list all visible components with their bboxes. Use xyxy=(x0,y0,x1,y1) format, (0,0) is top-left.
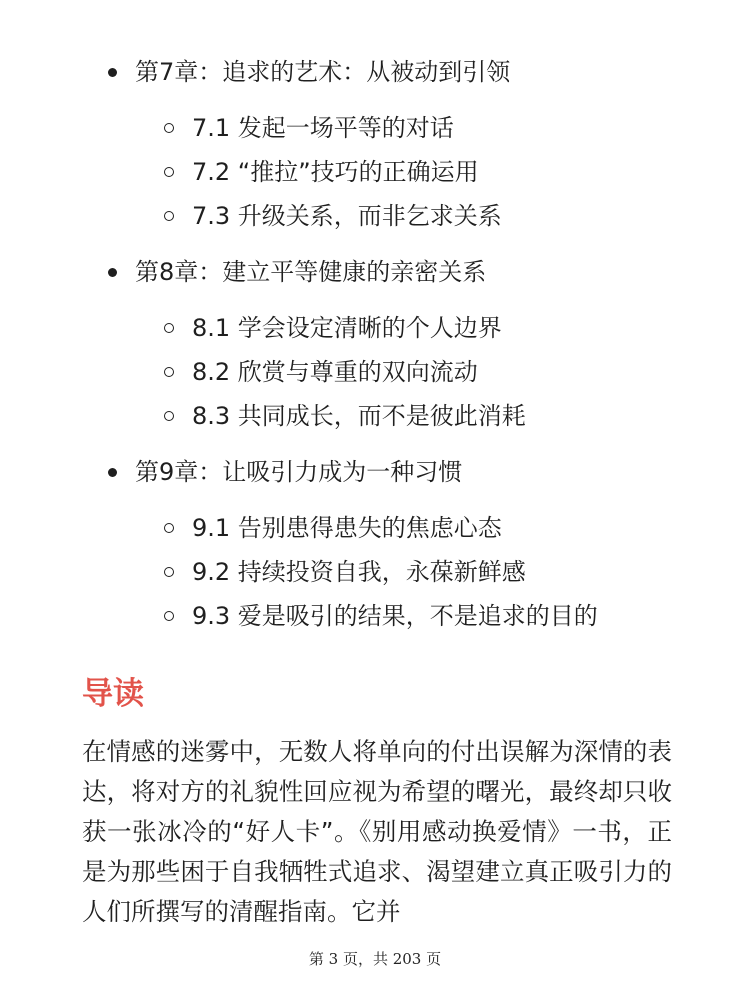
chapter-title xyxy=(108,48,708,96)
section-text: 7.1 发起一场平等的对话 xyxy=(192,114,454,142)
bullet-circle-icon xyxy=(164,167,174,177)
page-number: 第 3 页，共 203 页 xyxy=(308,950,442,968)
bullet-disc-icon xyxy=(108,68,117,77)
section-text: 8.2 欣赏与尊重的双向流动 xyxy=(192,358,478,386)
chapter-title-text: 第9章：让吸引力成为一种习惯 xyxy=(135,458,463,486)
section-item xyxy=(164,350,708,394)
bullet-circle-icon xyxy=(164,411,174,421)
section-text: 7.3 升级关系，而非乞求关系 xyxy=(192,202,502,230)
toc-chapter-8 xyxy=(108,248,708,438)
table-of-contents xyxy=(108,48,708,638)
section-item xyxy=(164,150,708,194)
section-text: 8.1 学会设定清晰的个人边界 xyxy=(192,314,502,342)
chapter-title-text: 第7章：追求的艺术：从被动到引领 xyxy=(135,58,511,86)
bullet-circle-icon xyxy=(164,367,174,377)
bullet-circle-icon xyxy=(164,611,174,621)
toc-chapter-7 xyxy=(108,48,708,238)
section-text: 9.2 持续投资自我，永葆新鲜感 xyxy=(192,558,526,586)
section-item xyxy=(164,194,708,238)
section-list xyxy=(108,306,708,438)
section-item xyxy=(164,306,708,350)
bullet-disc-icon xyxy=(108,468,117,477)
intro-heading: 导读 xyxy=(82,676,144,712)
bullet-circle-icon xyxy=(164,123,174,133)
bullet-circle-icon xyxy=(164,567,174,577)
section-item xyxy=(164,550,708,594)
section-item xyxy=(164,506,708,550)
section-list xyxy=(108,106,708,238)
section-text: 9.1 告别患得患失的焦虑心态 xyxy=(192,514,502,542)
section-item xyxy=(164,594,708,638)
section-item xyxy=(164,106,708,150)
section-text: 8.3 共同成长，而不是彼此消耗 xyxy=(192,402,526,430)
chapter-title xyxy=(108,248,708,296)
bullet-disc-icon xyxy=(108,268,117,277)
intro-paragraph: 在情感的迷雾中，无数人将单向的付出误解为深情的表达，将对方的礼貌性回应视为希望的曙光，最终却只收获一张冰冷的“好人卡”。《别用感动换爱情》一书，正是为那些困于自我牺牲式追求、渴望建立真正吸引力的人们所撰写的清醒指南。它并 xyxy=(82,737,672,926)
section-list xyxy=(108,506,708,638)
chapter-title xyxy=(108,448,708,496)
bullet-circle-icon xyxy=(164,211,174,221)
bullet-circle-icon xyxy=(164,323,174,333)
section-text: 9.3 爱是吸引的结果，不是追求的目的 xyxy=(192,602,598,630)
section-item xyxy=(164,394,708,438)
bullet-circle-icon xyxy=(164,523,174,533)
chapter-title-text: 第8章：建立平等健康的亲密关系 xyxy=(135,258,487,286)
section-text: 7.2 “推拉”技巧的正确运用 xyxy=(192,158,479,186)
toc-chapter-9 xyxy=(108,448,708,638)
